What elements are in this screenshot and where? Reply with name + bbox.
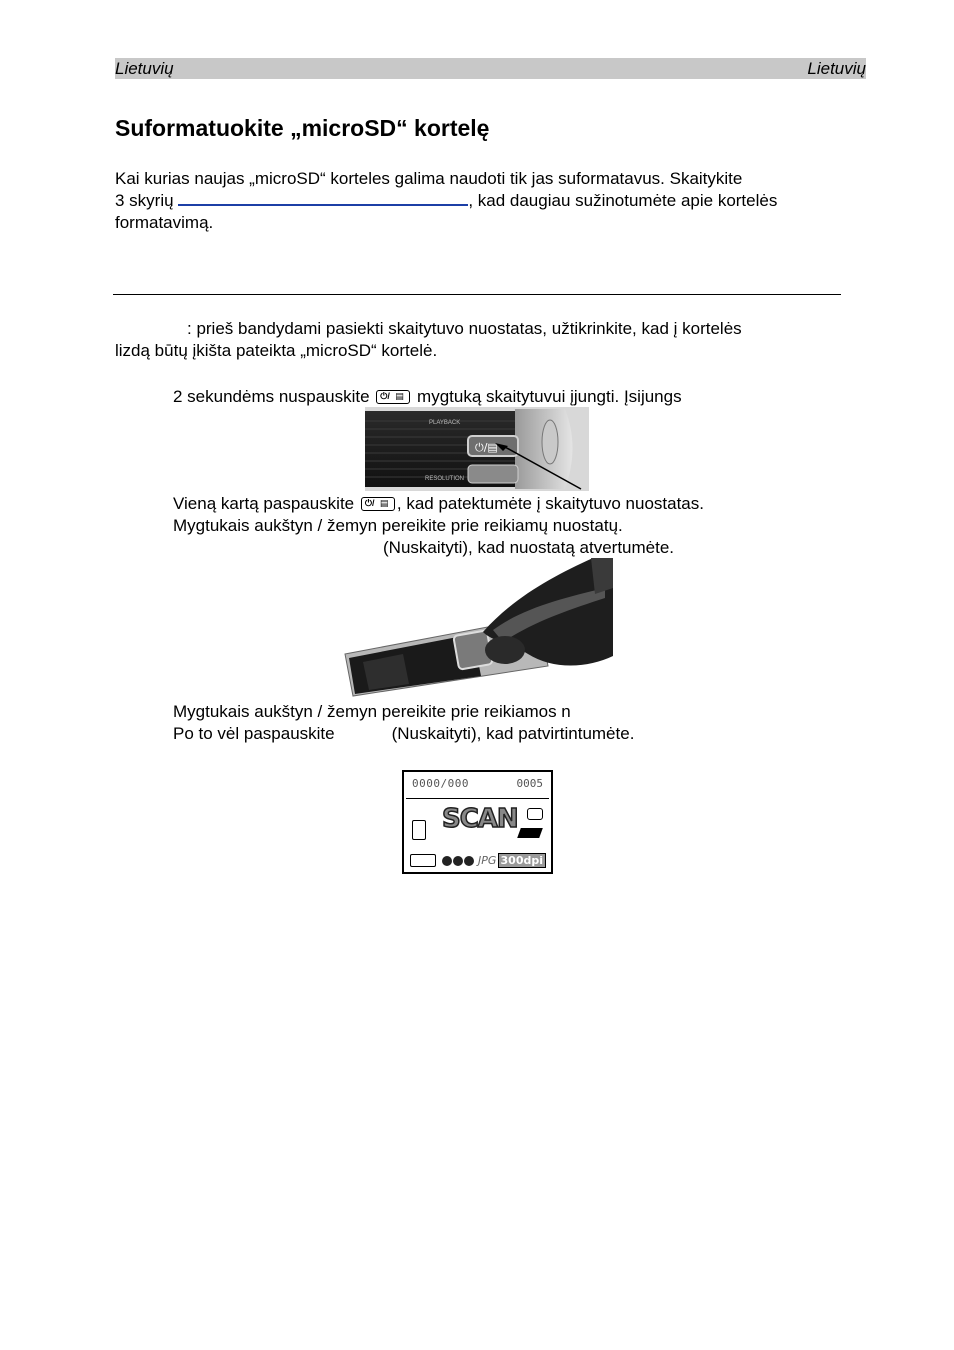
step3-line-2-pre: Po to vėl paspauskite: [173, 724, 335, 743]
intro-line-2: [115, 190, 777, 212]
step2-line-1: [173, 493, 704, 515]
svg-text:⏻/▤: ⏻/▤: [475, 441, 498, 454]
quality-dots-icon: [442, 856, 474, 866]
lcd-resolution: 300dpi: [498, 853, 546, 868]
resolution-label: RESOLUTION: [425, 476, 465, 482]
step2-line-2: Mygtukais aukštyn / žemyn pereikite prie reikiamų nuostatų.: [173, 516, 623, 535]
step1-post: mygtuką skaitytuvui įjungti. Įsijungs: [417, 387, 682, 406]
playback-label: PLAYBACK: [429, 420, 461, 426]
intro-line-1: Kai kurias naujas „microSD“ korteles galima naudoti tik jas suformatavus. Skaitykite: [115, 169, 743, 188]
scan-arrow-icon: [517, 828, 543, 838]
header-language-left: Lietuvių: [115, 59, 174, 78]
step3-line-2-post: (Nuskaityti), kad patvirtintumėte.: [391, 724, 635, 743]
step1-text: [173, 386, 682, 408]
lcd-scan-mode: SCAN: [442, 804, 518, 834]
step2-line-1-post: , kad patektumėte į skaitytuvo nuostatas.: [396, 494, 704, 513]
lcd-screen: [402, 770, 553, 874]
color-mode-icon: [527, 808, 543, 820]
power-menu-key-icon: ⏻/ ▤: [361, 497, 395, 511]
scanner-buttons-photo: [365, 407, 589, 491]
note-line-2: lizdą būtų įkišta pateikta „microSD“ kortelė.: [115, 341, 438, 360]
lcd-right-code: 0005: [516, 777, 543, 790]
step3-line-1: Mygtukais aukštyn / žemyn pereikite prie reikiamos n: [173, 702, 571, 721]
step2-line-1-pre: Vieną kartą paspauskite: [173, 494, 355, 513]
note-line-1: : prieš bandydami pasiekti skaitytuvo nuostatas, užtikrinkite, kad į kortelės: [187, 319, 742, 338]
lcd-file-format: JPG: [478, 854, 497, 867]
scanner-hand-photo: [343, 558, 613, 698]
header-language-right: Lietuvių: [807, 59, 866, 78]
lcd-counter: 0000/000: [412, 777, 469, 790]
power-menu-key-icon: ⏻/ ▤: [376, 390, 410, 404]
page-header: [115, 58, 866, 79]
sd-card-icon: [412, 820, 426, 840]
intro-line-2-pre: 3 skyrių: [115, 191, 174, 210]
step1-pre: 2 sekundėms nuspauskite: [173, 387, 370, 406]
intro-line-3: formatavimą.: [115, 213, 214, 232]
intro-line-2-post: , kad daugiau sužinotumėte apie kortelės: [468, 191, 778, 210]
step3-line-2: [173, 723, 634, 745]
section-title: Suformatuokite „microSD“ kortelę: [115, 115, 490, 141]
battery-icon: [410, 854, 436, 867]
chapter-link[interactable]: [178, 190, 468, 206]
divider: [113, 294, 841, 295]
step2-line-3: (Nuskaityti), kad nuostatą atvertumėte.: [383, 538, 675, 557]
